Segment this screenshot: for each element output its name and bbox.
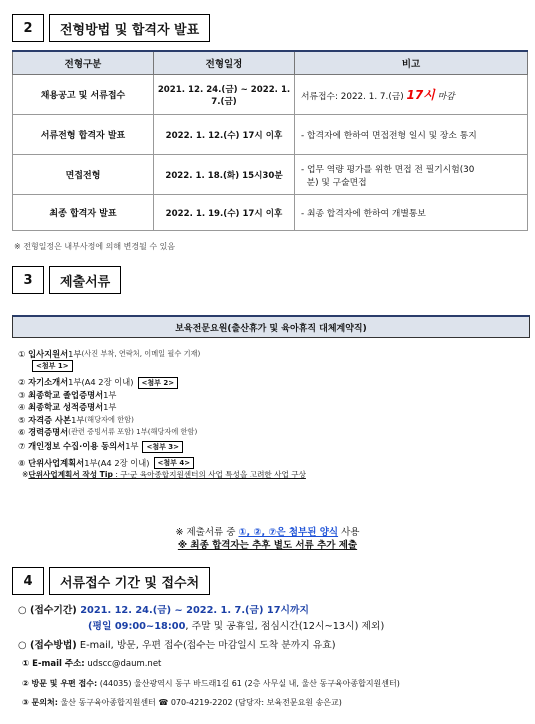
note-line (0, 526, 535, 539)
note-tail: 마감 (434, 92, 455, 102)
item-detail: (관련 증빙서류 포함) 1부(해당자에 한함) (68, 427, 198, 437)
section-3-heading (12, 266, 121, 294)
note-cell (295, 155, 528, 195)
submission-notes (0, 526, 535, 552)
stage-cell: 서류전형 합격자 발표 (13, 115, 154, 155)
list-item (18, 426, 306, 438)
list-item (18, 414, 306, 426)
note-line: - 업무 역량 평가를 위한 면접 전 필기시험(30 (301, 164, 475, 175)
section-title: 제출서류 (49, 266, 121, 294)
section-number: 4 (12, 567, 44, 595)
table-row (13, 195, 528, 231)
email-row (18, 655, 400, 674)
documents-bar: 보육전문요원(출산휴가 및 육아휴직 대체계약직) (12, 315, 530, 338)
table-header-row (13, 51, 528, 75)
note-text: 서류접수: 2022. 1. 7.(금) (301, 92, 407, 102)
deadline-highlight: 17시 (406, 88, 435, 102)
item-number: ⑧ (18, 457, 26, 468)
section-2-heading (12, 14, 210, 42)
list-item (18, 440, 306, 452)
item-name: 경력증명서 (28, 427, 69, 438)
stage-cell: 면접전형 (13, 155, 154, 195)
date-cell: 2022. 1. 12.(수) 17시 이후 (154, 115, 295, 155)
header-date: 전형일정 (154, 51, 295, 75)
item-name: 단위사업계획서 (28, 457, 85, 468)
table-row (13, 115, 528, 155)
documents-list (18, 348, 306, 482)
item-number: ⑤ (18, 414, 26, 425)
period-label: ○ (접수기간) (18, 605, 77, 616)
item-name: 최종학교 성적증명서 (28, 402, 104, 413)
note-line: ※ 최종 합격자는 추후 별도 서류 추가 제출 (177, 540, 358, 551)
visit-value: (44035) 울산광역시 동구 바드래1길 61 (2층 사무실 내, 울산 동구육아종합지원센터) (97, 679, 400, 688)
item-detail: (사진 부착, 연락처, 이메일 필수 기재) (81, 349, 201, 358)
item-number: ③ (18, 389, 26, 400)
stage-cell: 채용공고 및 서류접수 (13, 75, 154, 115)
header-stage: 전형구분 (13, 51, 154, 75)
attachment-tag: <첨부 4> (154, 457, 195, 469)
list-item (18, 401, 306, 413)
item-name: 자기소개서 (28, 377, 69, 388)
application-info (18, 601, 400, 712)
hours-weekday: (평일 09:00~18:00 (88, 621, 186, 632)
item-name: 최종학교 졸업증명서 (28, 389, 104, 400)
date-cell: 2022. 1. 18.(화) 15시30분 (154, 155, 295, 195)
visit-label: ② 방문 및 우편 접수: (22, 679, 98, 688)
note-highlight: ①, ②, ⑦은 첨부된 양식 (238, 527, 339, 538)
list-item (18, 360, 306, 372)
note-line: 분) 및 구술면접 (301, 177, 367, 188)
attachment-tag: <첨부 1> (32, 360, 73, 372)
item-qty: 1부(A4 2장 이내) (68, 377, 134, 388)
inquiry-value: 울산 동구육아종합지원센터 ☎ 070-4219-2202 (담당자: 보육전문요원 송은교) (57, 698, 342, 707)
method-label: ○ (접수방법) (18, 640, 77, 651)
item-number: ① (18, 349, 26, 359)
table-row (13, 155, 528, 195)
stage-cell: 최종 합격자 발표 (13, 195, 154, 231)
list-item (18, 376, 306, 388)
item-detail: (해당자에 한함) (84, 414, 134, 424)
tip-text: : 구·군 육아종합지원센터의 사업 특성을 고려한 사업 구상 (112, 470, 306, 480)
item-qty: 1부 (125, 441, 139, 452)
method-row (18, 636, 400, 655)
note-cell (295, 75, 528, 115)
table-row (13, 75, 528, 115)
item-number: ④ (18, 402, 26, 413)
section-number: 2 (12, 14, 44, 42)
item-name: 입사지원서 (28, 349, 69, 359)
list-item (18, 348, 306, 360)
inquiry-row (18, 693, 400, 712)
inquiry-label: ③ 문의처: (22, 698, 58, 707)
section-number: 3 (12, 266, 44, 294)
note-cell: - 합격자에 한하여 면접전형 일시 및 장소 통지 (295, 115, 528, 155)
attachment-tag: <첨부 3> (142, 441, 183, 453)
item-qty: 1부 (71, 414, 85, 425)
item-qty: 1부 (68, 349, 82, 359)
note-cell: - 최종 합격자에 한하여 개별통보 (295, 195, 528, 231)
item-qty: 1부 (103, 402, 117, 413)
visit-row (18, 674, 400, 693)
section-4-heading (12, 567, 210, 595)
note-suffix: 사용 (338, 527, 360, 538)
date-cell: 2022. 1. 19.(수) 17시 이후 (154, 195, 295, 231)
item-number: ② (18, 377, 26, 388)
hours-exceptions: , 주말 및 공휴일, 점심시간(12시~13시) 제외) (185, 621, 385, 632)
schedule-note: ※ 전형일정은 내부사정에 의해 변경될 수 있음 (14, 242, 176, 251)
item-name: 자격증 사본 (28, 414, 72, 425)
item-name: 개인정보 수집·이용 동의서 (28, 441, 126, 452)
tip-line (18, 469, 306, 481)
attachment-tag: <첨부 2> (138, 377, 179, 389)
item-number: ⑥ (18, 427, 26, 438)
email-value: udscc@daum.net (84, 659, 162, 669)
period-value: 2021. 12. 24.(금) ~ 2022. 1. 7.(금) 17시까지 (76, 605, 309, 616)
method-value: E-mail, 방문, 우편 접수(접수는 마감일시 도착 분까지 유효) (76, 640, 336, 651)
list-item (18, 389, 306, 401)
date-cell: 2021. 12. 24.(금) ~ 2022. 1. 7.(금) (154, 75, 295, 115)
item-qty: 1부 (103, 389, 117, 400)
schedule-table (12, 50, 528, 231)
note-prefix: ※ 제출서류 중 (175, 527, 239, 538)
tip-prefix: ※ (22, 470, 29, 480)
email-label: ① E-mail 주소: (22, 659, 85, 669)
item-qty: 1부(A4 2장 이내) (84, 457, 150, 468)
section-title: 전형방법 및 합격자 발표 (49, 14, 210, 42)
tip-label: 단위사업계획서 작성 Tip (28, 470, 113, 480)
list-item (18, 457, 306, 469)
section-title: 서류접수 기간 및 접수처 (49, 567, 210, 595)
item-number: ⑦ (18, 441, 26, 452)
header-note: 비고 (295, 51, 528, 75)
